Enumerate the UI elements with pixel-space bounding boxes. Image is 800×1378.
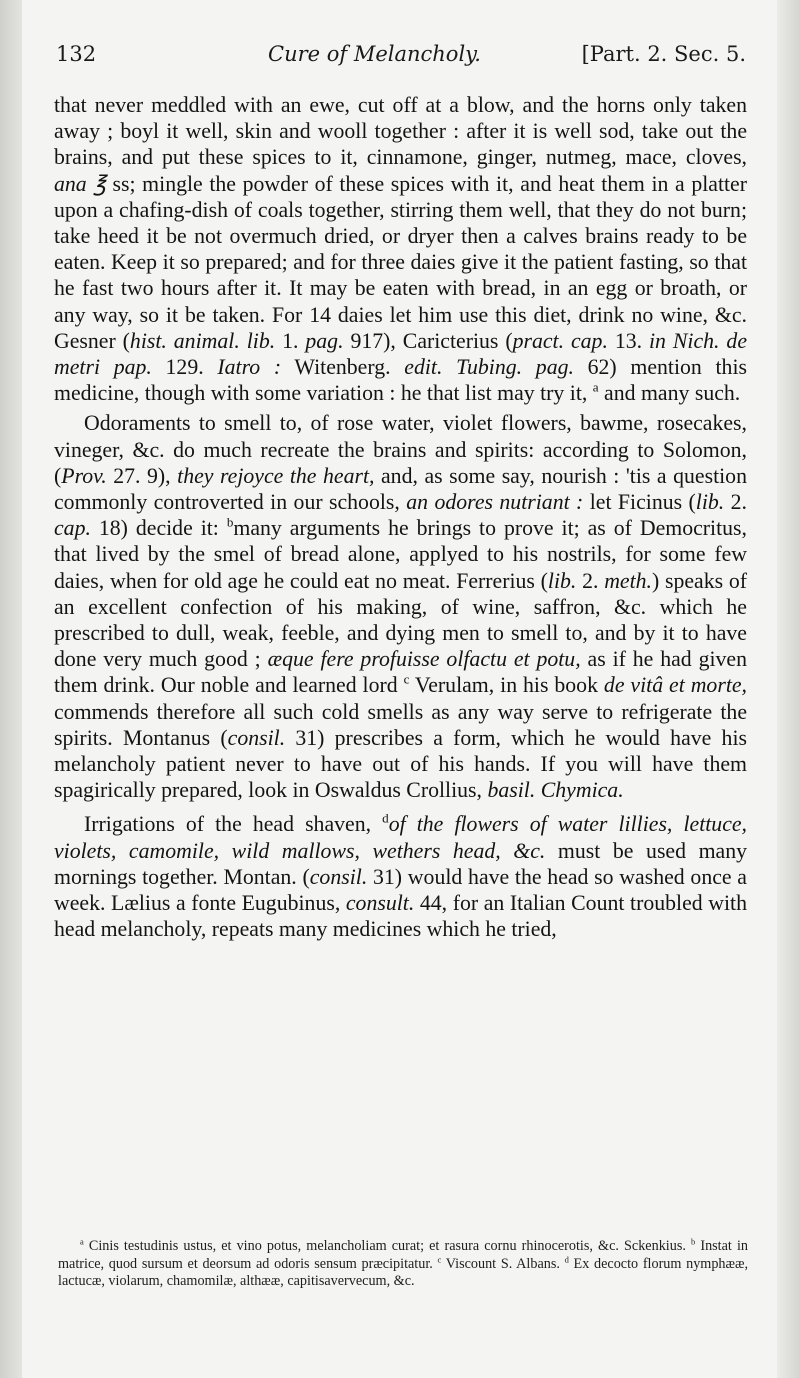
footnote-marker: d xyxy=(382,811,389,827)
text-run: ss; mingle the powder of these spices with it, and heat them in a platter upon a chafing-dish of coals together, stirring them well, that they do not burn; take heed it be not overmuch dried, or dryer then a calves brains ready to be eaten. Keep it so prepared; and for three daies give it the patient fasting, so that he fast two hours after it. It may be eaten with bread, in an egg or broath, or any way, so it be taken. For 14 daies let him use this diet, drink no wine, &c. Gesner ( xyxy=(54,171,747,353)
italic-run: they rejoyce the heart, xyxy=(177,463,375,488)
italic-run: in Nich. de metri pap. xyxy=(54,328,747,380)
text-run: 129. xyxy=(151,355,218,380)
running-header xyxy=(56,42,746,76)
running-title: Cure of Melancholy. xyxy=(268,42,481,66)
italic-run: cap. xyxy=(54,516,91,541)
page-edge-shadow xyxy=(777,0,800,1378)
paragraph-irrigations xyxy=(54,811,747,942)
italic-run: consult. xyxy=(345,891,415,916)
text-run: let Ficinus ( xyxy=(583,490,696,515)
text-run: 2. xyxy=(724,490,747,515)
footnotes xyxy=(58,1238,748,1291)
text-run: and many such. xyxy=(598,381,741,406)
text-run: commends therefore all such cold smells as any way serve to refrigerate the spirits. Montanus ( xyxy=(54,699,747,750)
italic-run: Iatro : xyxy=(217,355,282,380)
text-run: and, as some say, nourish : 'tis a question commonly controverted in our schools, xyxy=(54,463,747,515)
text-run: 62) mention this medicine, though with some variation : he that list may try it, xyxy=(54,355,747,406)
footnote-marker: b xyxy=(226,514,234,530)
text-run: Verulam, in his book xyxy=(409,673,604,698)
text-run: Ex decocto florum nymphææ, lactucæ, violarum, chamomilæ, althææ, capitisavervecum, &c. xyxy=(58,1255,749,1289)
footnote-block xyxy=(58,1238,748,1291)
italic-run: Prov. xyxy=(61,463,107,488)
text-run: ) speaks of an excellent confection of his making, of wine, saffron, &c. which he prescribed to dull, weak, feeble, and dying men to smell to, and by it to have done very much good ; xyxy=(54,568,747,672)
text-run: 1. xyxy=(275,328,306,353)
page-number: 132 xyxy=(56,42,97,66)
italic-run: an odores nutriant : xyxy=(406,490,584,515)
text-run: 2. xyxy=(576,568,605,593)
italic-run: pract. cap. xyxy=(512,328,608,353)
text-run: 18) decide it: xyxy=(90,516,227,541)
text-run: Witenberg. xyxy=(281,355,405,380)
text-run: Instat in matrice, quod sursum et deorsum ad odoris sensum præcipitatur. xyxy=(58,1238,749,1272)
footnote-marker: c xyxy=(403,672,410,688)
italic-run: lib. xyxy=(695,490,725,515)
italic-run: pag. xyxy=(305,328,344,353)
italic-run: æque fere profuisse olfactu et potu, xyxy=(267,647,581,672)
text-run: as if he had given them drink. Our noble and learned lord xyxy=(54,647,747,698)
italic-run: edit. Tubing. pag. xyxy=(404,355,574,380)
text-run: Cinis testudinis ustus, et vino potus, melancholiam curat; et rasura cornu rhinocerotis, &c. Sckenkius. xyxy=(83,1238,691,1254)
text-run: 44, for an Italian Count troubled with head melancholy, repeats many medicines which he tried, xyxy=(54,891,747,942)
text-run: many arguments he brings to prove it; as of Democritus, that lived by the smel of bread alone, applyed to his nostrils, for some few daies, when for old age he could eat no meat. Ferrerius ( xyxy=(54,516,747,593)
text-run: Irrigations of the head shaven, xyxy=(84,812,383,837)
footnote-marker: a xyxy=(80,1236,84,1247)
italic-run: consil. xyxy=(227,725,286,750)
italic-run: meth. xyxy=(604,568,653,593)
body-text xyxy=(54,92,747,943)
footnote-marker: c xyxy=(437,1253,442,1264)
paragraph-odoraments xyxy=(54,410,747,803)
italic-run: of the flowers of water lillies, lettuce, violets, camomile, wild mallows, wethers head, &c. xyxy=(54,812,748,863)
italic-run: consil. xyxy=(309,864,368,889)
paragraph-recipe-continuation xyxy=(54,92,747,406)
italic-run: basil. Chymica. xyxy=(487,778,624,803)
text-run: 31) prescribes a form, which he would have his melancholy patient never to have out of his hands. If you will have them spagirically prepared, look in Oswaldus Crollius, xyxy=(54,725,747,803)
footnote-marker: a xyxy=(592,379,599,395)
text-run: must be used many mornings together. Montan. ( xyxy=(54,838,747,889)
text-run: that never meddled with an ewe, cut off at a blow, and the horns only taken away ; boyl it well, skin and wooll together : after it is well sod, take out the brains, and put these spices to it, cinnamone, ginger, nutmeg, mace, cloves, xyxy=(54,93,747,170)
footnote-marker: b xyxy=(691,1236,696,1247)
footnote-marker: d xyxy=(564,1253,569,1264)
text-run: 31) would have the head so washed once a week. Lælius a fonte Eugubinus, xyxy=(54,864,747,916)
text-run: 27. 9), xyxy=(106,463,178,488)
section-reference: [Part. 2. Sec. 5. xyxy=(581,42,746,66)
italic-run: hist. animal. lib. xyxy=(129,328,276,353)
italic-run: lib. xyxy=(547,568,577,593)
text-run: Odoraments to smell to, of rose water, violet flowers, bawme, rosecakes, vineger, &c. do much recreate the brains and spirits: according to Solomon, ( xyxy=(54,411,747,488)
text-run: 13. xyxy=(607,328,649,353)
text-run: Viscount S. Albans. xyxy=(441,1255,565,1272)
italic-run: de vitâ et morte, xyxy=(603,673,747,698)
italic-run: ana ℥ xyxy=(54,171,106,196)
text-run: 917), Caricterius ( xyxy=(343,328,513,353)
page-gutter-shadow xyxy=(0,0,22,1378)
